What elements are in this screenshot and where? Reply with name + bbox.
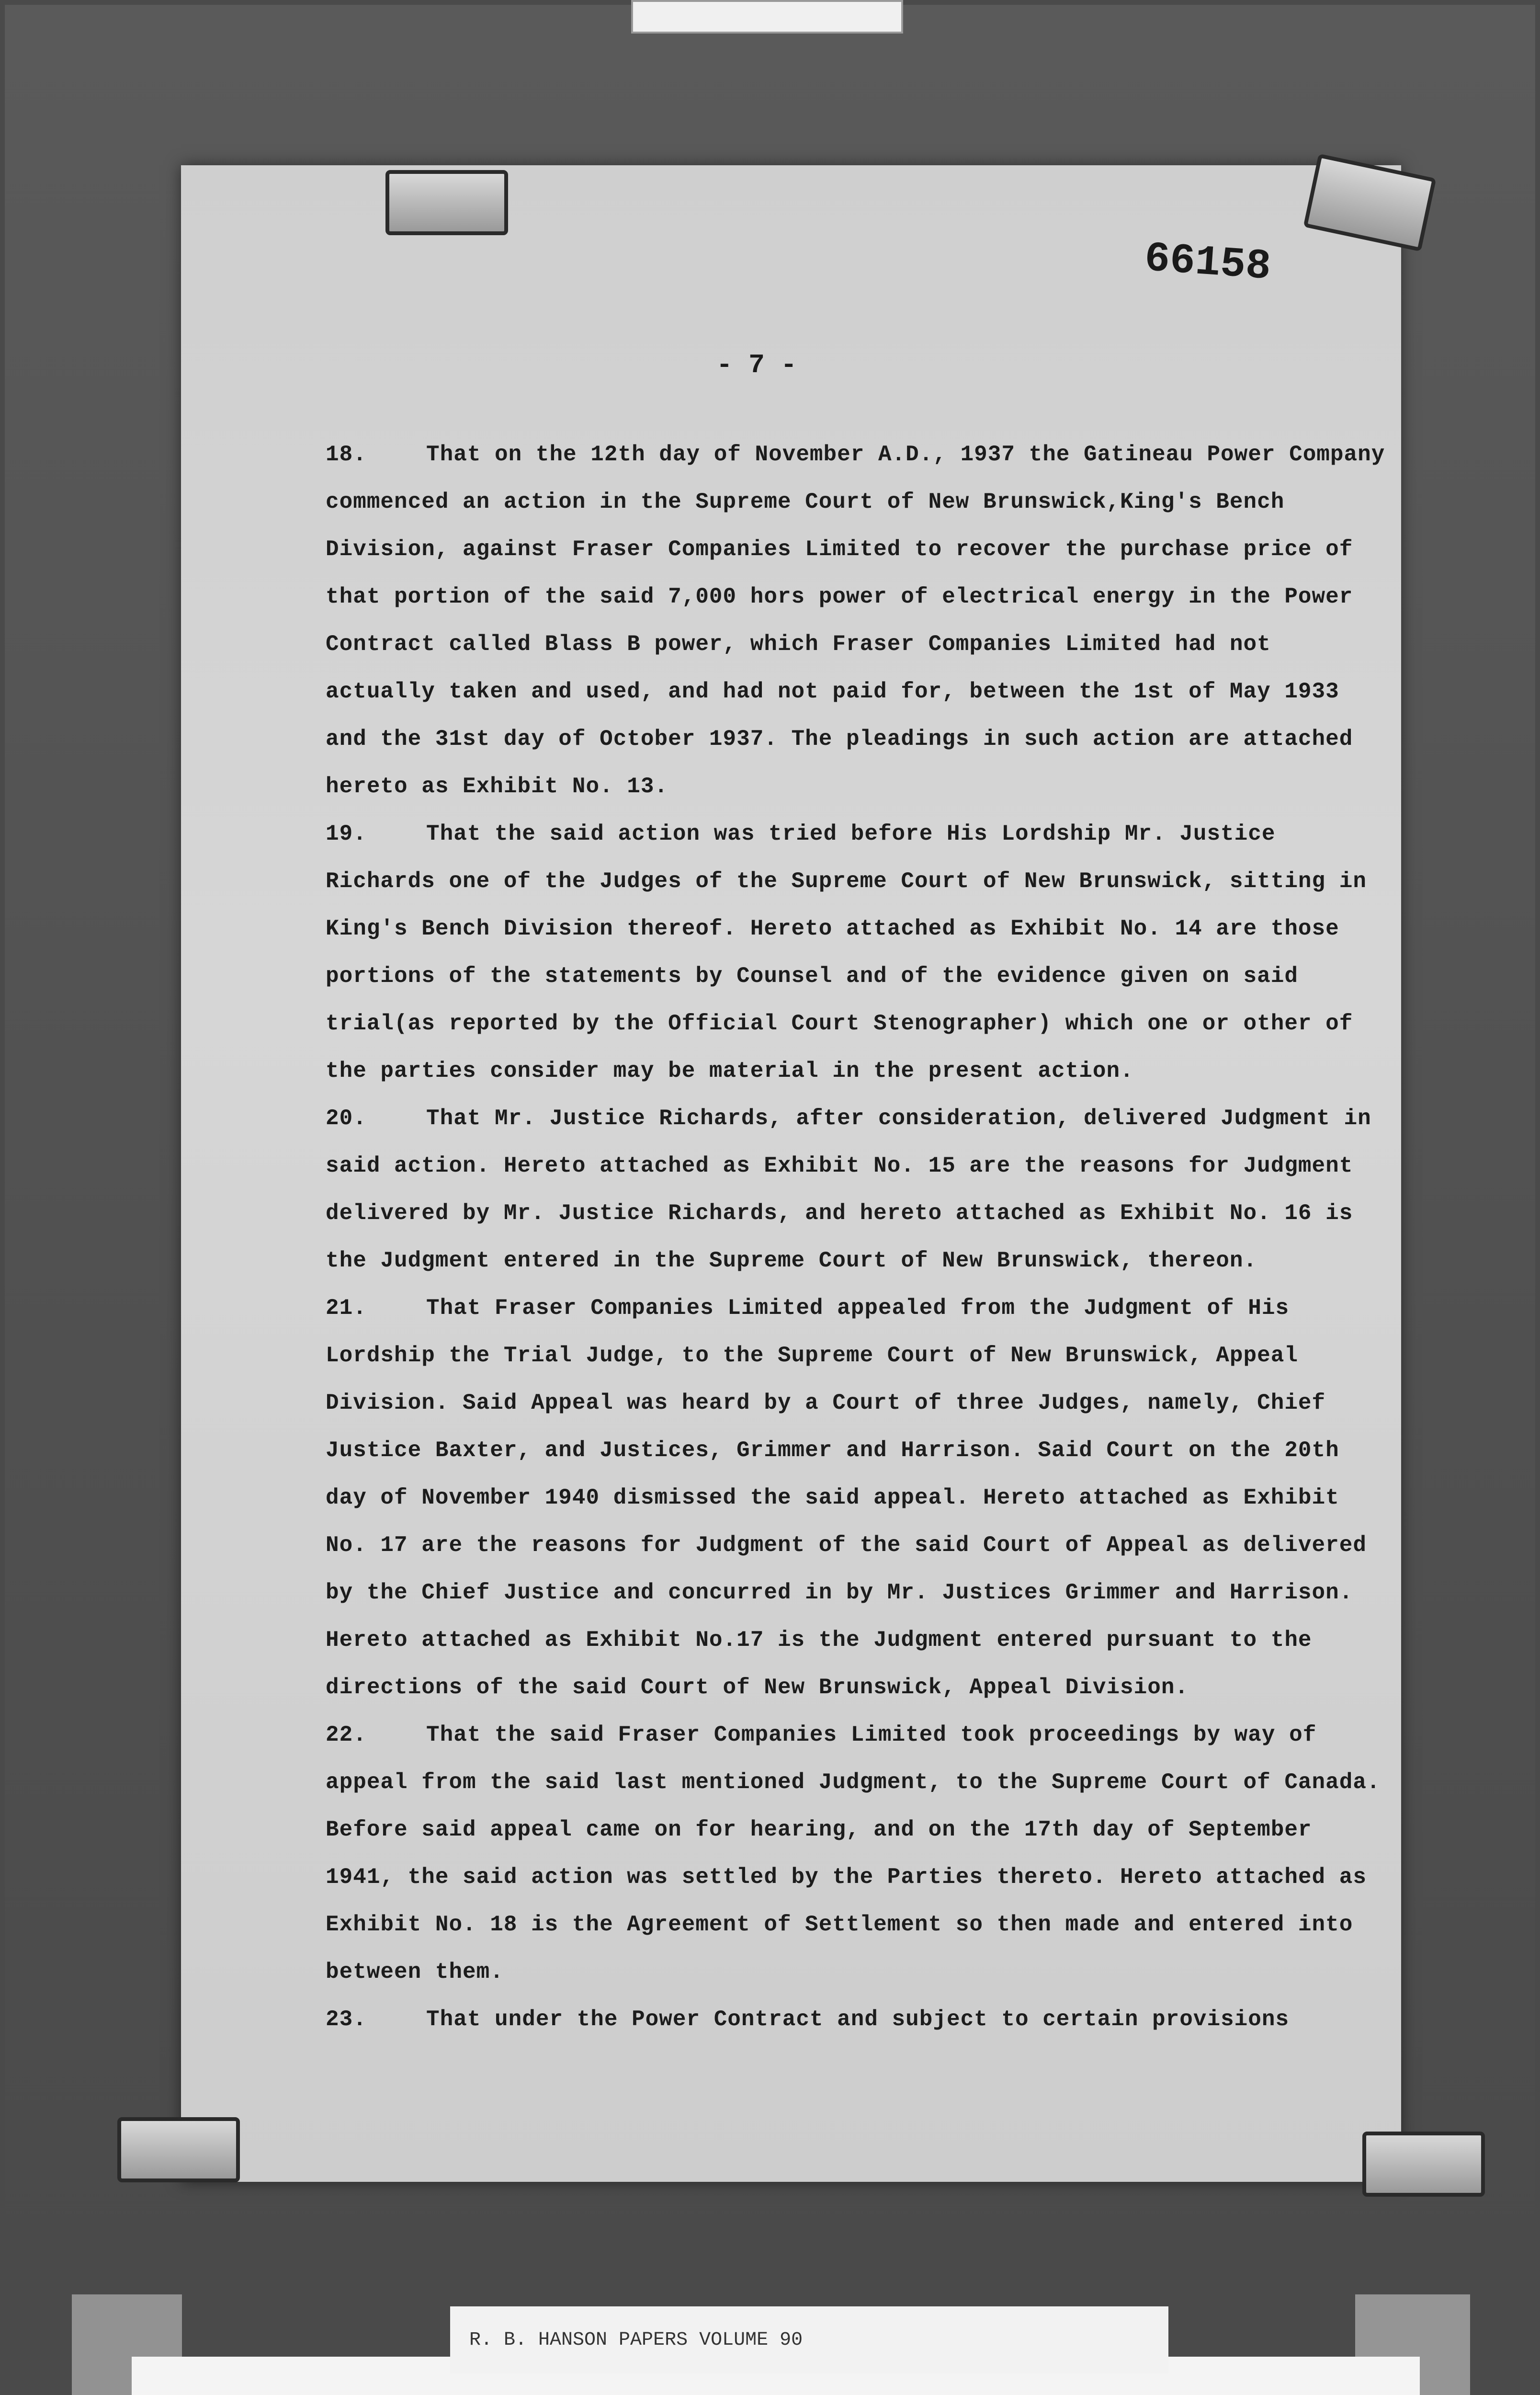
volume-label	[450, 2306, 1168, 2373]
volume-label-text: R. B. HANSON PAPERS VOLUME 90	[469, 2329, 803, 2351]
paragraph-number: 20.	[326, 1106, 367, 1131]
clip-bottom-left	[117, 2117, 240, 2182]
frame-top-label	[631, 0, 903, 34]
paragraph-22	[326, 1711, 1389, 1996]
paragraph-number: 21.	[326, 1296, 367, 1321]
paragraph-23	[326, 1996, 1389, 2043]
paragraph-18	[326, 431, 1389, 810]
paragraph-text: That the said Fraser Companies Limited took proceedings by way of appeal from the said last mentioned Judgment, to the Supreme Court of Canada. Before said appeal came on for hearing, and on the 17th day of September 1941, the said action was settled by the Parties thereto. Hereto attached as Exhibit No. 18 is the Agreement of Settlement so then made and entered into between them.	[326, 1722, 1381, 1984]
paragraph-text: That Fraser Companies Limited appealed from the Judgment of His Lordship the Trial Judge, to the Supreme Court of New Brunswick, Appeal Division. Said Appeal was heard by a Court of three Judges, namely, Chief Justice Baxter, and Justices, Grimmer and Harrison. Said Court on the 20th day of November 1940 dismissed the said appeal. Hereto attached as Exhibit No. 17 are the reasons for Judgment of the said Court of Appeal as delivered by the Chief Justice and concurred in by Mr. Justices Grimmer and Harrison. Hereto attached as Exhibit No.17 is the Judgment entered pursuant to the directions of the said Court of New Brunswick, Appeal Division.	[326, 1296, 1367, 1700]
paragraph-20	[326, 1095, 1389, 1285]
clip-top-left	[385, 170, 508, 235]
paragraph-text: That Mr. Justice Richards, after consideration, delivered Judgment in said action. Hereto attached as Exhibit No. 15 are the reasons for Judgment delivered by Mr. Justice Richards, and hereto attached as Exhibit No. 16 is the Judgment entered in the Supreme Court of New Brunswick, thereon.	[326, 1106, 1371, 1273]
document-stamp-number: 66158	[1143, 235, 1273, 292]
paragraph-number: 19.	[326, 821, 367, 846]
paragraph-19	[326, 810, 1389, 1095]
paragraph-text: That on the 12th day of November A.D., 1937 the Gatineau Power Company commenced an action in the Supreme Court of New Brunswick,King's Bench Division, against Fraser Companies Limited to recover the purchase price of that portion of the said 7,000 hors power of electrical energy in the Power Contract called Blass B power, which Fraser Companies Limited had not actually taken and used, and had not paid for, between the 1st of May 1933 and the 31st day of October 1937. The pleadings in such action are attached hereto as Exhibit No. 13.	[326, 442, 1385, 799]
paragraph-number: 22.	[326, 1722, 367, 1747]
document-body	[326, 431, 1389, 2043]
paragraph-number: 23.	[326, 2007, 367, 2032]
paragraph-text: That the said action was tried before His Lordship Mr. Justice Richards one of the Judges of the Supreme Court of New Brunswick, sitting in King's Bench Division thereof. Hereto attached as Exhibit No. 14 are those portions of the statements by Counsel and of the evidence given on said trial(as reported by the Official Court Stenographer) which one or other of the parties consider may be material in the present action.	[326, 821, 1367, 1083]
paragraph-text: That under the Power Contract and subject to certain provisions	[426, 2007, 1290, 2032]
page-number: - 7 -	[716, 350, 797, 380]
paragraph-21	[326, 1285, 1389, 1711]
paragraph-number: 18.	[326, 442, 367, 467]
clip-bottom-right	[1362, 2132, 1485, 2197]
